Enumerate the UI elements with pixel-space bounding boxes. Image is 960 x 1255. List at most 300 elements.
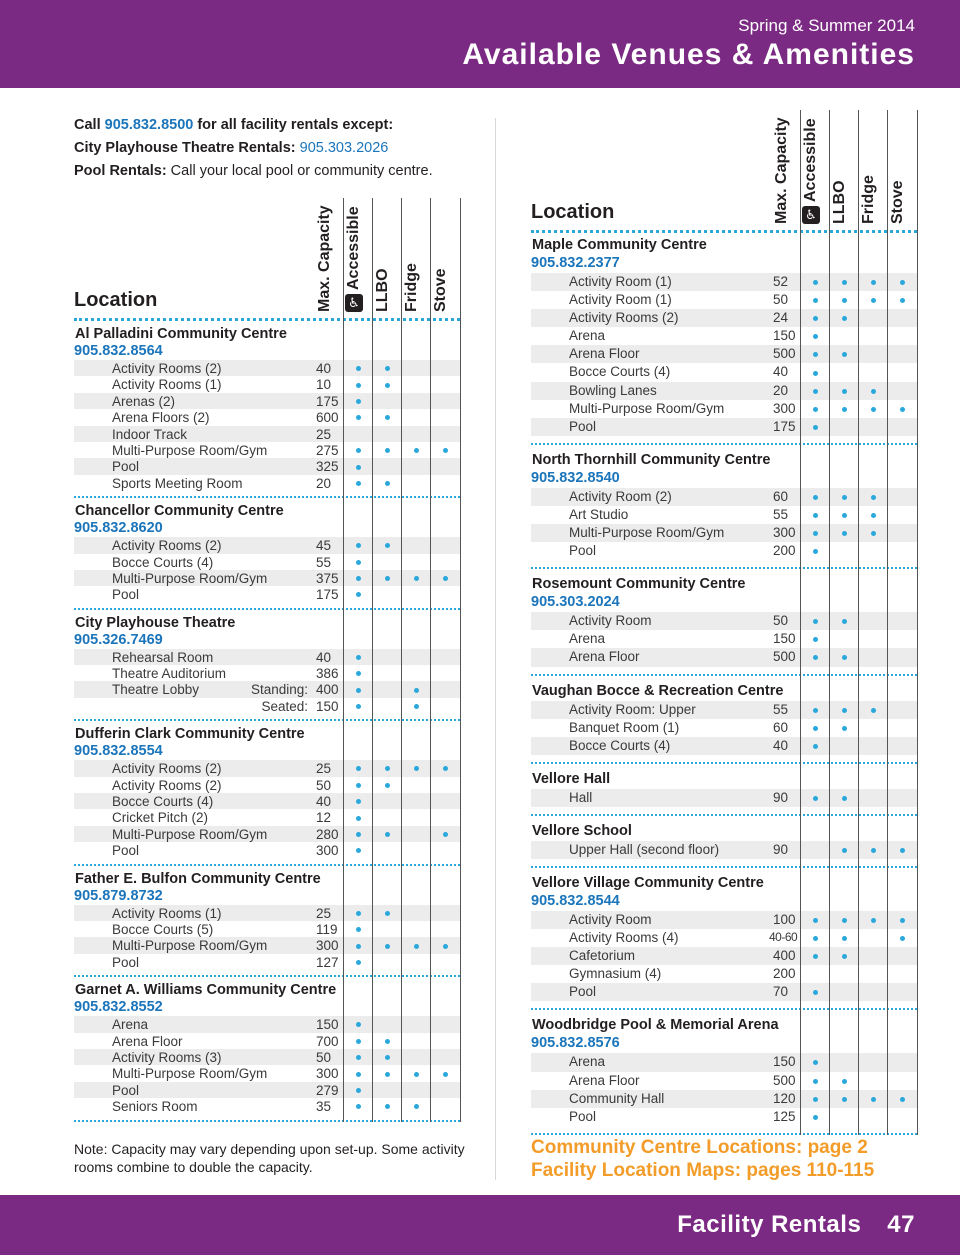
capacity-value: 100 [773,911,796,927]
column-line [858,110,859,1135]
accessible-column-header [341,202,371,314]
capacity-value: 40 [316,361,332,376]
llbo-dot [842,352,847,357]
main-phone: 905.832.8500 [104,117,194,133]
capacity-value: 25 [316,905,332,921]
capacity-value: 175 [316,393,339,409]
intro-call-prefix: Call [74,117,105,133]
capacity-value: 90 [773,789,789,805]
fridge-dot [414,1104,419,1109]
room-name: Arenas (2) [112,393,176,409]
table-row [531,612,917,630]
table-row [74,360,460,376]
column-line [800,110,801,1135]
venue-phone: 905.832.8620 [74,520,163,537]
venue-name: Dufferin Clark Community Centre [75,726,305,743]
table-row [74,777,460,793]
table-row [74,554,460,570]
acc-dot [813,619,818,624]
acc-dot [813,726,818,731]
acc-dot [356,944,361,949]
column-divider [495,118,496,1180]
llbo-dot [385,366,390,371]
acc-dot [356,671,361,676]
table-row [531,701,917,719]
room-name: Activity Room: Upper [569,701,696,717]
capacity-value: 280 [316,826,339,842]
capacity-value: 35 [316,1099,332,1115]
room-name: Cricket Pitch (2) [112,810,209,826]
room-name: Activity Room [569,911,652,927]
pool-rentals-text: Call your local pool or community centre. [166,163,433,179]
page-footer [0,1195,960,1255]
room-name: Activity Room (1) [569,274,672,289]
acc-dot [356,543,361,548]
fridge-dot [871,495,876,500]
acc-dot [813,316,818,321]
capacity-value: 700 [316,1033,339,1049]
location-column-header: Location [531,201,615,223]
fridge-dot [414,944,419,949]
room-name: Hall [569,789,593,805]
acc-dot [813,1115,818,1120]
stove-dot [900,298,905,303]
table-row [74,570,460,586]
room-name: Bocce Courts (4) [112,554,214,570]
theatre-rentals-label: City Playhouse Theatre Rentals: [74,140,300,156]
acc-dot [813,280,818,285]
acc-dot [356,415,361,420]
capacity-value: 10 [316,377,332,393]
room-name: Pool [569,1108,597,1124]
table-row [74,793,460,809]
llbo-dot [842,726,847,731]
acc-dot [356,592,361,597]
acc-dot [813,407,818,412]
acc-dot [813,549,818,554]
column-line [430,198,431,1122]
capacity-value: 70 [773,984,789,1000]
acc-dot [356,911,361,916]
capacity-value: 60 [773,488,789,504]
table-row [531,506,917,524]
llbo-dot [842,796,847,801]
llbo-dot [385,766,390,771]
fridge-dot [871,531,876,536]
room-name: Bowling Lanes [569,382,657,398]
pool-rentals-label: Pool Rentals: [74,163,167,179]
acc-dot [356,960,361,965]
room-name: Activity Rooms (1) [112,905,222,921]
table-row [74,475,460,491]
table-row [74,809,460,825]
room-name: Banquet Room (1) [569,719,680,735]
capacity-value: 20 [773,382,789,398]
llbo-header-label: LLBO [374,268,391,312]
room-name: Activity Rooms (2) [112,761,222,777]
room-subtype: Standing: [250,682,308,698]
stove-dot [900,407,905,412]
llbo-dot [385,832,390,837]
capacity-value: 150 [773,631,796,647]
table-row [74,954,460,970]
venue-section [531,445,917,567]
capacity-value: 300 [316,843,339,859]
llbo-dot [385,1072,390,1077]
venue-name: Rosemount Community Centre [532,576,746,593]
table-row [74,458,460,474]
table-row [74,760,460,776]
column-line [917,110,918,1135]
table-row [531,965,917,983]
venue-section [531,764,917,814]
capacity-value: 175 [316,587,339,603]
capacity-value: 325 [316,459,339,475]
acc-dot [813,1060,818,1065]
acc-dot [356,383,361,388]
acc-dot [813,708,818,713]
room-name: Pool [112,1082,140,1098]
llbo-column-header [827,114,857,226]
table-row [531,542,917,560]
table-row [531,630,917,648]
acc-dot [813,744,818,749]
acc-dot [356,927,361,932]
room-name: Rehearsal Room [112,649,214,665]
accessible-header-label: Accessible [345,206,362,290]
room-name: Art Studio [569,506,629,522]
fridge-header-label: Fridge [403,263,420,312]
capacity-value: 300 [316,938,339,954]
table-row [74,537,460,553]
venue-section [531,1010,917,1132]
capacity-value: 275 [316,442,339,458]
fridge-dot [871,708,876,713]
wheelchair-icon: ♿ [345,294,363,312]
table-row [531,1053,917,1071]
room-name: Arena Floor [112,1033,183,1049]
table-row [531,1090,917,1108]
acc-dot [356,448,361,453]
capacity-value: 386 [316,666,339,682]
table-row [531,983,917,1001]
acc-dot [356,816,361,821]
llbo-dot [842,513,847,518]
capacity-value: 127 [316,954,339,970]
capacity-value: 50 [773,613,789,629]
table-row [531,1108,917,1126]
llbo-dot [842,708,847,713]
stove-dot [443,832,448,837]
acc-dot [356,655,361,660]
room-name: Pool [112,843,140,859]
capacity-header-label: Max. Capacity [773,117,790,224]
table-row [74,921,460,937]
fridge-dot [871,389,876,394]
table-row [531,737,917,755]
table-row [531,947,917,965]
room-name: Multi-Purpose Room/Gym [112,1066,268,1082]
room-name: Activity Room (1) [569,292,672,308]
acc-dot [813,637,818,642]
capacity-value: 25 [316,426,332,442]
fridge-dot [871,1097,876,1102]
llbo-dot [842,619,847,624]
room-subtype: Seated: [261,698,308,714]
room-name: Multi-Purpose Room/Gym [112,570,268,586]
acc-dot [813,298,818,303]
venue-name: Garnet A. Williams Community Centre [75,982,337,999]
acc-dot [813,531,818,536]
venue-name: North Thornhill Community Centre [532,451,771,468]
venue-phone: 905.879.8732 [74,887,163,904]
acc-dot [813,918,818,923]
llbo-dot [385,944,390,949]
acc-dot [356,783,361,788]
acc-dot [813,334,818,339]
table-row [74,905,460,921]
capacity-value: 120 [773,1090,796,1106]
acc-dot [813,990,818,995]
capacity-value: 600 [316,410,339,426]
table-row [531,1072,917,1090]
room-name: Arena Floors (2) [112,410,210,426]
capacity-value: 150 [316,1017,339,1033]
fridge-column-header [856,114,886,226]
column-line [460,198,461,1122]
venue-name: Woodbridge Pool & Memorial Arena [532,1017,779,1034]
capacity-value: 20 [316,475,332,491]
capacity-value: 45 [316,538,332,554]
fridge-dot [871,407,876,412]
table-row [74,442,460,458]
section-separator [74,1120,460,1122]
llbo-dot [385,1055,390,1060]
venue-name: Father E. Bulfon Community Centre [75,870,321,887]
acc-dot [356,1088,361,1093]
wheelchair-icon: ♿ [802,206,820,224]
table-row [74,409,460,425]
capacity-header-label: Max. Capacity [316,205,333,312]
locations-link[interactable]: Community Centre Locations: page 2 [531,1137,868,1158]
room-name: Gymnasium (4) [569,966,662,982]
venue-name: City Playhouse Theatre [75,614,236,631]
fridge-dot [414,704,419,709]
capacity-value: 400 [773,948,796,964]
capacity-column-header [312,202,342,314]
room-name: Multi-Purpose Room/Gym [112,826,268,842]
intro-text [74,114,494,183]
accessible-header-label: Accessible [802,118,819,202]
acc-dot [813,655,818,660]
venue-phone: 905.832.8544 [531,892,620,909]
capacity-value: 50 [773,292,789,308]
fridge-dot [414,766,419,771]
venue-phone: 905.832.8554 [74,743,163,760]
llbo-dot [385,481,390,486]
table-row [74,1082,460,1098]
venue-name: Al Palladini Community Centre [75,326,287,342]
fridge-dot [871,298,876,303]
llbo-dot [842,298,847,303]
room-name: Pool [112,587,140,603]
venue-phone: 905.832.2377 [531,255,620,271]
table-row [531,309,917,327]
capacity-value: 25 [316,761,332,777]
room-name: Community Hall [569,1090,665,1106]
llbo-dot [385,783,390,788]
room-name: Arena [569,328,606,344]
season-label: Spring & Summer 2014 [738,16,915,35]
room-name: Activity Rooms (1) [112,377,222,393]
table-row [531,363,917,381]
stove-dot [900,848,905,853]
llbo-dot [842,1097,847,1102]
venue-section [74,977,460,1119]
maps-link[interactable]: Facility Location Maps: pages 110-115 [531,1160,875,1181]
table-row [531,327,917,345]
stove-dot [900,936,905,941]
acc-dot [813,936,818,941]
table-row [74,698,460,714]
venue-phone: 905.832.8552 [74,999,163,1016]
right-venue-table [531,110,917,1135]
room-name: Pool [112,459,140,475]
room-name: Activity Rooms (4) [569,930,679,946]
capacity-value: 200 [773,966,796,982]
acc-dot [356,704,361,709]
llbo-dot [842,936,847,941]
llbo-dot [385,448,390,453]
column-line [401,198,402,1122]
venue-section [74,721,460,863]
venue-name: Vaughan Bocce & Recreation Centre [532,682,784,699]
acc-dot [813,954,818,959]
venue-section [531,816,917,866]
venue-section [74,498,460,608]
room-name: Activity Rooms (3) [112,1049,222,1065]
acc-dot [813,352,818,357]
table-row [531,524,917,542]
stove-dot [443,448,448,453]
room-name: Pool [569,543,597,559]
capacity-value: 12 [316,810,332,826]
room-name: Sports Meeting Room [112,475,243,491]
room-name: Activity Room [569,613,652,629]
capacity-value: 125 [773,1108,796,1124]
room-name: Upper Hall (second floor) [569,841,720,857]
room-name: Pool [569,984,597,1000]
room-name: Multi-Purpose Room/Gym [112,442,268,458]
venue-name: Maple Community Centre [532,237,707,253]
venue-name: Vellore Hall [532,770,611,787]
left-venue-table [74,198,460,1122]
llbo-header-label: LLBO [831,180,848,224]
llbo-dot [385,576,390,581]
capacity-value: 40 [316,794,332,810]
capacity-value: 119 [316,921,338,937]
capacity-value: 400 [316,682,339,698]
llbo-dot [385,383,390,388]
llbo-dot [842,280,847,285]
page-header [0,0,960,88]
venue-phone: 905.832.8576 [531,1035,620,1052]
table-header [531,110,917,230]
acc-dot [356,1055,361,1060]
capacity-value: 375 [316,570,339,586]
section-separator [531,1133,917,1135]
room-name: Seniors Room [112,1099,198,1115]
table-row [531,929,917,947]
table-row [74,393,460,409]
acc-dot [356,1022,361,1027]
acc-dot [813,389,818,394]
capacity-value: 300 [316,1066,339,1082]
acc-dot [813,371,818,376]
room-name: Arena Floor [569,346,640,362]
llbo-dot [842,495,847,500]
capacity-note: Note: Capacity may vary depending upon set-up. Some activity rooms combine to double the capacity. [74,1141,465,1175]
acc-dot [356,1072,361,1077]
stove-dot [443,944,448,949]
table-row [74,1033,460,1049]
intro-call-suffix: for all facility rentals except: [193,117,394,133]
acc-dot [356,766,361,771]
fridge-header-label: Fridge [860,175,877,224]
table-row [74,1049,460,1065]
acc-dot [356,832,361,837]
stove-dot [900,280,905,285]
room-name: Activity Room (2) [569,488,672,504]
room-name: Arena [569,631,606,647]
room-name: Bocce Courts (4) [569,737,671,753]
venue-phone: 905.832.8564 [74,343,163,359]
room-name: Theatre Lobby [112,682,200,698]
fridge-dot [871,918,876,923]
capacity-value: 60 [773,719,789,735]
capacity-value: 50 [316,777,332,793]
llbo-dot [842,407,847,412]
venue-phone: 905.326.7469 [74,631,163,648]
fridge-dot [871,280,876,285]
table-row [531,719,917,737]
table-row [531,789,917,807]
table-row [74,1065,460,1081]
fridge-column-header [399,202,429,314]
column-line [887,110,888,1135]
capacity-value: 200 [773,543,796,559]
acc-dot [813,425,818,430]
room-name: Activity Rooms (2) [112,361,222,376]
venue-section [531,676,917,762]
llbo-dot [385,415,390,420]
llbo-dot [842,1079,847,1084]
capacity-value: 500 [773,649,796,665]
table-row [531,418,917,436]
capacity-value: 55 [316,554,332,570]
fridge-dot [414,688,419,693]
venue-name: Vellore School [532,822,632,839]
acc-dot [356,576,361,581]
table-row [531,382,917,400]
acc-dot [813,495,818,500]
capacity-value: 150 [773,328,796,344]
table-row [531,911,917,929]
table-row [74,681,460,697]
acc-dot [813,796,818,801]
room-name: Bocce Courts (5) [112,921,214,937]
capacity-value: 279 [316,1082,339,1098]
